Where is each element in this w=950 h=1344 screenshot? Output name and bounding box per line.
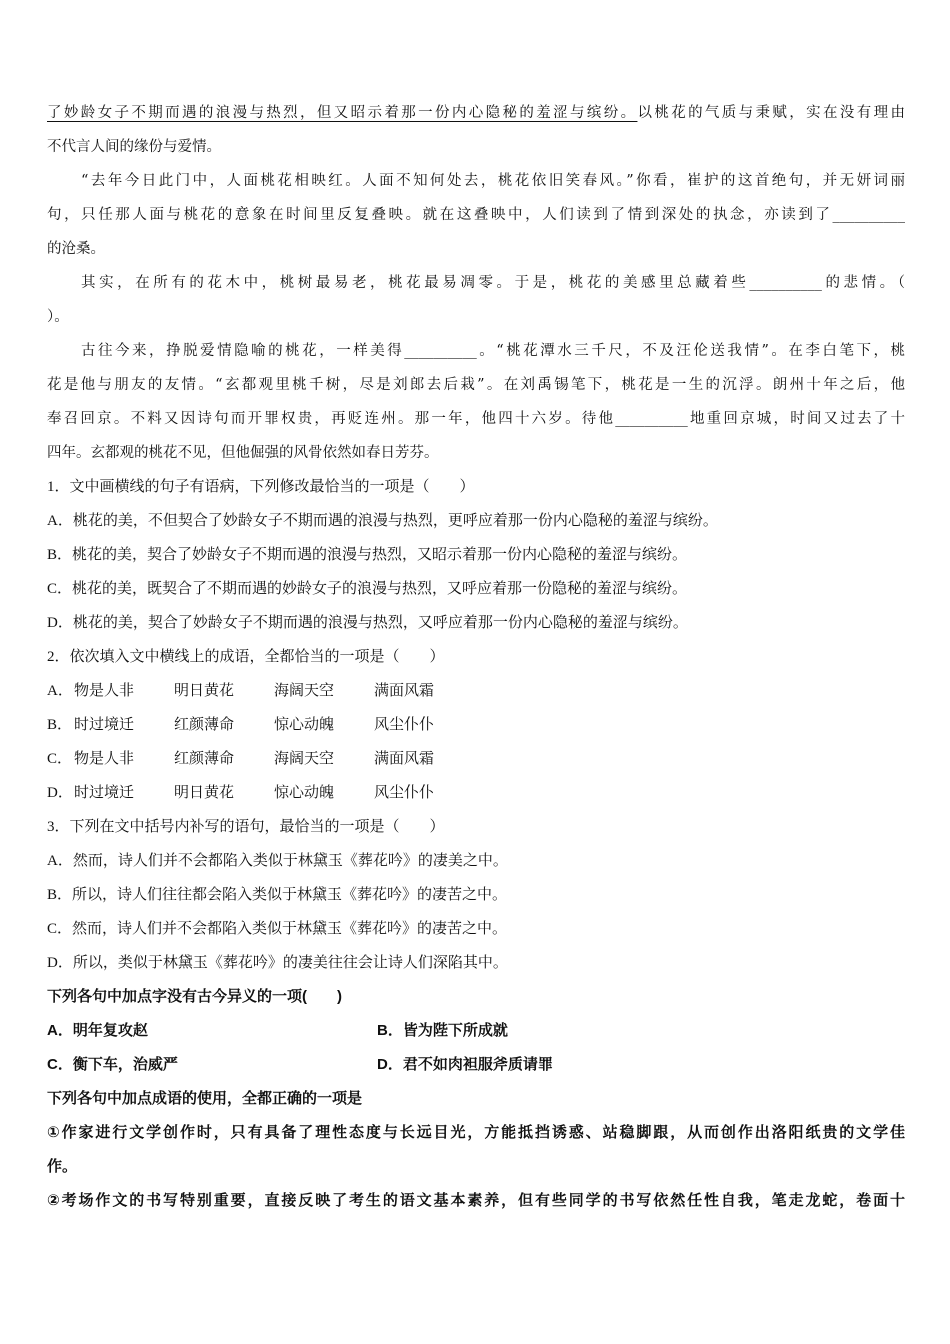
passage-p3-line2: ）。 [47, 309, 69, 325]
question-2-option-d: D． 时过境迁 明日黄花 惊心动魄 风尘仆仆 [47, 785, 435, 801]
question-5-sentence-1-line2: 作。 [47, 1158, 78, 1175]
passage-p4-line1: 古往今来，挣脱爱情隐喻的桃花，一样美得__________。“桃花潭水三千尺，不及汪伦送我情”。在李白笔下，桃 [81, 343, 905, 359]
question-3-option-b: B．所以，诗人们往往都会陷入类似于林黛玉《葬花吟》的凄苦之中。 [47, 887, 508, 903]
passage-p2-line2: 句，只任那人面与桃花的意象在时间里反复叠映。就在这叠映中，人们读到了情到深处的执念，亦读到了__________ [47, 207, 905, 223]
question-5-sentence-1-line1: ①作家进行文学创作时，只有具备了理性态度与长远目光，方能抵挡诱惑、站稳脚跟，从而创作出洛阳纸贵的文学佳 [47, 1124, 905, 1141]
question-5-stem: 下列各句中加点成语的使用，全都正确的一项是 [47, 1090, 363, 1107]
question-1-option-d: D．桃花的美，契合了妙龄女子不期而遇的浪漫与热烈，又呼应着那一份内心隐秘的羞涩与缤纷。 [47, 615, 688, 631]
question-3-stem: 3．下列在文中括号内补写的语句，最恰当的一项是（ ） [47, 819, 445, 835]
passage-p2-line3: 的沧桑。 [47, 241, 105, 257]
underlined-sentence: 了妙龄女子不期而遇的浪漫与热烈，但又昭示着那一份内心隐秘的羞涩与缤纷。 [47, 105, 638, 121]
passage-p4-line2: 花是他与朋友的友情。“玄都观里桃千树，尽是刘郎去后栽”。在刘禹锡笔下，桃花是一生的沉浮。朗州十年之后，他 [47, 377, 905, 393]
question-4-option-b: B．皆为陛下所成就 [377, 1022, 508, 1039]
passage-p3-line1: 其实，在所有的花木中，桃树最易老，桃花最易凋零。于是，桃花的美感里总藏着些__________的悲情。（ [81, 275, 905, 291]
question-5-sentence-2-line1: ②考场作文的书写特别重要，直接反映了考生的语文基本素养，但有些同学的书写依然任性自我，笔走龙蛇，卷面十 [47, 1192, 905, 1209]
question-4-stem: 下列各句中加点字没有古今异义的一项( ) [47, 988, 342, 1005]
question-1-option-b: B．桃花的美，契合了妙龄女子不期而遇的浪漫与热烈，又昭示着那一份内心隐秘的羞涩与缤纷。 [47, 547, 688, 563]
question-4-option-c: C．衡下车，治威严 [47, 1056, 178, 1073]
passage-p1-line2: 不代言人间的缘份与爱情。 [47, 139, 221, 155]
question-2-stem: 2．依次填入文中横线上的成语，全都恰当的一项是（ ） [47, 649, 445, 665]
question-1-stem: 1．文中画横线的句子有语病，下列修改最恰当的一项是（ ） [47, 479, 475, 495]
question-3-option-c: C．然而，诗人们并不会都陷入类似于林黛玉《葬花吟》的凄苦之中。 [47, 921, 508, 937]
question-3-option-d: D．所以，类似于林黛玉《葬花吟》的凄美往往会让诗人们深陷其中。 [47, 955, 508, 971]
question-4-option-d: D．君不如肉袒服斧质请罪 [377, 1056, 553, 1073]
passage-p4-line4: 四年。玄都观的桃花不见，但他倔强的风骨依然如春日芳芬。 [47, 445, 439, 461]
question-4-option-a: A．明年复攻赵 [47, 1022, 148, 1039]
question-2-option-a: A． 物是人非 明日黄花 海阔天空 满面风霜 [47, 683, 435, 699]
exam-page [47, 96, 905, 1218]
question-2-option-c: C． 物是人非 红颜薄命 海阔天空 满面风霜 [47, 751, 435, 767]
question-4-options-row1 [47, 1014, 905, 1048]
question-3-option-a: A．然而，诗人们并不会都陷入类似于林黛玉《葬花吟》的凄美之中。 [47, 853, 508, 869]
question-1-option-c: C．桃花的美，既契合了不期而遇的妙龄女子的浪漫与热烈，又呼应着那一份隐秘的羞涩与缤纷。 [47, 581, 688, 597]
question-4-options-row2 [47, 1048, 905, 1082]
passage-p2-line1: “去年今日此门中，人面桃花相映红。人面不知何处去，桃花依旧笑春风。”你看，崔护的这首绝句，并无妍词丽 [81, 173, 905, 189]
passage-p1-line1: 了妙龄女子不期而遇的浪漫与热烈，但又昭示着那一份内心隐秘的羞涩与缤纷。以桃花的气质与秉赋，实在没有理由 [47, 105, 905, 121]
passage-p4-line3: 奉召回京。不料又因诗句而开罪权贵，再贬连州。那一年，他四十六岁。待他__________地重回京城，时间又过去了十 [47, 411, 905, 427]
question-1-option-a: A．桃花的美，不但契合了妙龄女子不期而遇的浪漫与热烈，更呼应着那一份内心隐秘的羞涩与缤纷。 [47, 513, 718, 529]
question-2-option-b: B． 时过境迁 红颜薄命 惊心动魄 风尘仆仆 [47, 717, 435, 733]
